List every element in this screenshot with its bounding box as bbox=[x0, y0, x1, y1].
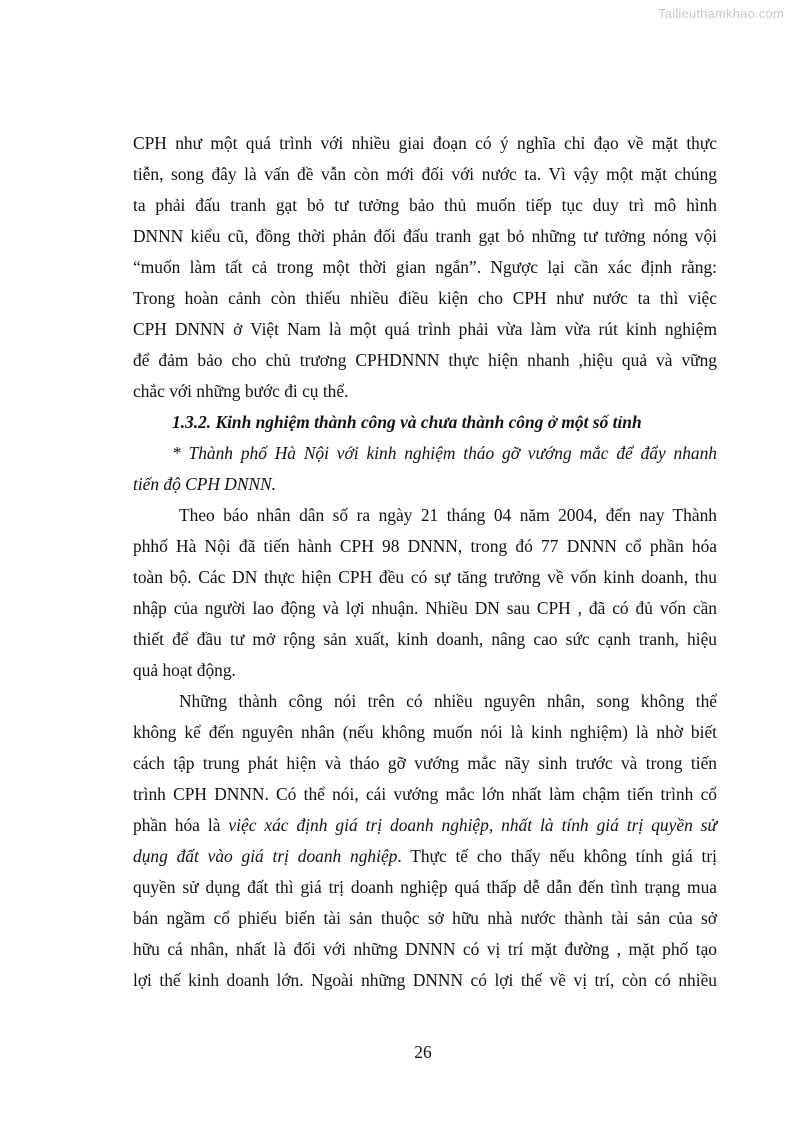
text-line bbox=[133, 438, 717, 469]
text-line bbox=[133, 624, 717, 655]
text-line bbox=[133, 159, 717, 190]
text-line bbox=[133, 500, 717, 531]
text-run: CPH như một quá trình với nhiều giai đoạn có ý nghĩa chỉ đạo về mặt thực bbox=[133, 133, 717, 153]
text-line bbox=[133, 531, 717, 562]
text-line bbox=[133, 841, 717, 872]
text-line bbox=[133, 934, 717, 965]
text-run: hữu cá nhân, nhất là đối với những DNNN có vị trí mặt đường , mặt phố tạo bbox=[133, 939, 717, 959]
text-line bbox=[133, 314, 717, 345]
text-line bbox=[133, 562, 717, 593]
text-line bbox=[133, 593, 717, 624]
text-line bbox=[133, 872, 717, 903]
text-line bbox=[133, 283, 717, 314]
text-run: . Thực tế cho thấy nếu không tính giá trị bbox=[397, 846, 717, 866]
text-run: thiết để đầu tư mở rộng sản xuất, kinh doanh, nâng cao sức cạnh tranh, hiệu bbox=[133, 629, 717, 649]
text-run: DNNN kiểu cũ, đồng thời phản đối đấu tranh gạt bỏ những tư tưởng nóng vội bbox=[133, 226, 717, 246]
text-line bbox=[133, 345, 717, 376]
text-line bbox=[133, 469, 717, 500]
page-number: 26 bbox=[414, 1042, 432, 1062]
text-run: trình CPH DNNN. Có thể nói, cái vướng mắc lớn nhất làm chậm tiến trình cổ bbox=[133, 784, 717, 804]
text-run: Theo báo nhân dân số ra ngày 21 tháng 04 năm 2004, đến nay Thành bbox=[179, 505, 717, 525]
text-run: toàn bộ. Các DN thực hiện CPH đều có sự tăng trưởng về vốn kinh doanh, thu bbox=[133, 567, 717, 587]
text-line bbox=[133, 965, 717, 996]
italic-text-run: dụng đất vào giá trị doanh nghiệp bbox=[133, 846, 398, 866]
text-run: cách tập trung phát hiện và tháo gỡ vướng mắc nãy sinh trước và trong tiến bbox=[133, 753, 717, 773]
text-run: quyền sử dụng đất thì giá trị doanh nghiệp quá thấp dễ dẫn đến tình trạng mua bbox=[133, 877, 717, 897]
section-heading bbox=[133, 407, 717, 438]
text-run: chắc với những bước đi cụ thể. bbox=[133, 381, 349, 401]
bold-italic-text-run: 1.3.2. Kinh nghiệm thành công và chưa thành công ở một số tỉnh bbox=[172, 412, 642, 432]
text-run: để đảm bảo cho chủ trương CPHDNNN thực hiện nhanh ,hiệu quả và vững bbox=[133, 350, 717, 370]
text-run: phần hóa là bbox=[133, 815, 229, 835]
text-line bbox=[133, 376, 717, 407]
text-run: quả hoạt động. bbox=[133, 660, 236, 680]
text-line bbox=[133, 221, 717, 252]
text-line bbox=[133, 686, 717, 717]
italic-text-run: * Thành phố Hà Nội với kinh nghiệm tháo gỡ vướng mắc để đẩy nhanh bbox=[172, 443, 717, 463]
text-run: CPH DNNN ở Việt Nam là một quá trình phải vừa làm vừa rút kinh nghiệm bbox=[133, 319, 717, 339]
text-run: phhố Hà Nội đã tiến hành CPH 98 DNNN, trong đó 77 DNNN cổ phần hóa bbox=[133, 536, 717, 556]
text-line bbox=[133, 717, 717, 748]
text-run: “muốn làm tất cả trong một thời gian ngắn”. Ngược lại cần xác định rằng: bbox=[133, 257, 717, 277]
text-line bbox=[133, 903, 717, 934]
text-run: tiễn, song đây là vấn đề vẫn còn mới đối với nước ta. Vì vậy một mặt chúng bbox=[133, 164, 717, 184]
text-line bbox=[133, 810, 717, 841]
text-run: Trong hoàn cảnh còn thiếu nhiều điều kiện cho CPH như nước ta thì việc bbox=[133, 288, 717, 308]
text-line bbox=[133, 252, 717, 283]
text-run: Những thành công nói trên có nhiều nguyên nhân, song không thể bbox=[179, 691, 717, 711]
text-run: bán ngầm cổ phiếu biến tài sản thuộc sở hữu nhà nước thành tài sản của sở bbox=[133, 908, 717, 928]
text-line bbox=[133, 190, 717, 221]
text-line bbox=[133, 128, 717, 159]
italic-text-run: việc xác định giá trị doanh nghiệp, nhất là tính giá trị quyền sử bbox=[228, 815, 717, 835]
italic-text-run: tiến độ CPH DNNN. bbox=[133, 474, 276, 494]
watermark: Tailieuthamkhao.com bbox=[658, 6, 784, 21]
text-run: lợi thế kinh doanh lớn. Ngoài những DNNN có lợi thế về vị trí, còn có nhiều bbox=[133, 970, 717, 990]
text-run: không kể đến nguyên nhân (nếu không muốn nói là kinh nghiệm) là nhờ biết bbox=[133, 722, 717, 742]
text-line bbox=[133, 655, 717, 686]
text-run: ta phải đấu tranh gạt bỏ tư tưởng bảo thủ muốn tiếp tục duy trì mô hình bbox=[133, 195, 717, 215]
text-line bbox=[133, 779, 717, 810]
text-run: nhập của người lao động và lợi nhuận. Nhiều DN sau CPH , đã có đủ vốn cần bbox=[133, 598, 717, 618]
document-body bbox=[133, 128, 717, 996]
text-line bbox=[133, 748, 717, 779]
